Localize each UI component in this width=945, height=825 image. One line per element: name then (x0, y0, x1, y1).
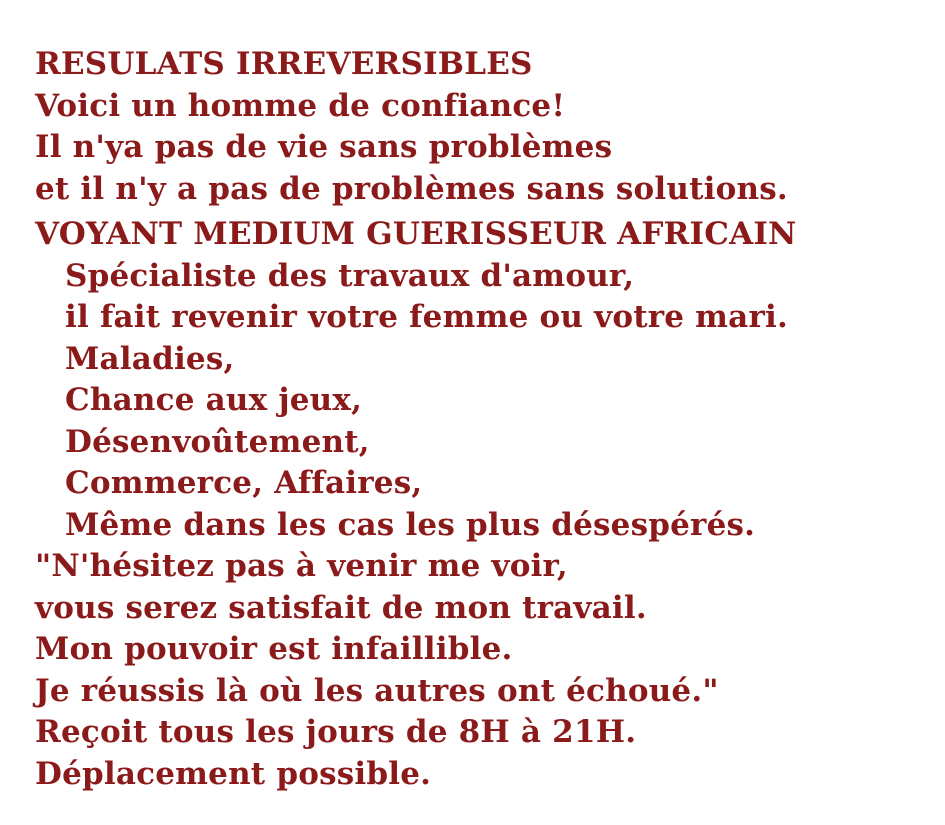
service-line: il fait revenir votre femme ou votre mari. (65, 299, 788, 335)
intro-line: Voici un homme de confiance! (35, 87, 566, 124)
intro-line: Il n'ya pas de vie sans problèmes (35, 129, 613, 165)
opening-hours: Reçoit tous les jours de 8H à 21H. (35, 714, 637, 750)
service-line: Commerce, Affaires, (65, 465, 423, 501)
section-heading: VOYANT MEDIUM GUERISSEUR AFRICAIN (35, 216, 797, 252)
travel-note: Déplacement possible. (35, 755, 432, 792)
service-line: Désenvoûtement, (65, 423, 370, 460)
service-line: Même dans les cas les plus désespérés. (65, 506, 756, 543)
advert-text (35, 44, 935, 795)
intro-line: et il n'y a pas de problèmes sans solutions. (35, 170, 788, 207)
service-line: Spécialiste des travaux d'amour, (65, 257, 635, 294)
closing-line: Mon pouvoir est infaillible. (35, 631, 513, 667)
service-line: Chance aux jeux, (65, 382, 363, 418)
closing-line: vous serez satisfait de mon travail. (35, 589, 647, 626)
headline: RESULATS IRREVERSIBLES (35, 46, 533, 82)
closing-line: Je réussis là où les autres ont échoué." (35, 672, 719, 709)
closing-line: "N'hésitez pas à venir me voir, (35, 548, 568, 584)
service-line: Maladies, (65, 340, 235, 377)
